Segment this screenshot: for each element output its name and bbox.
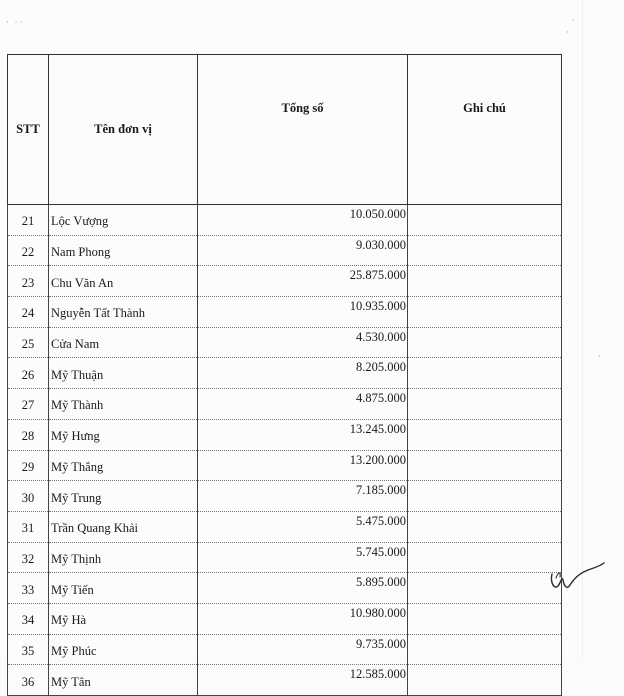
table-row: [8, 297, 562, 328]
row-total-cell: 13.200.000: [198, 450, 408, 481]
row-unit-name-cell: Nam Phong: [49, 235, 198, 266]
row-total-cell: 5.745.000: [198, 542, 408, 573]
scan-speck: · · ·: [6, 18, 24, 28]
row-unit-name-cell: Nguyễn Tất Thành: [49, 297, 198, 328]
row-stt-cell: 28: [8, 419, 49, 450]
row-stt-cell: 33: [8, 573, 49, 604]
row-total-cell: 12.585.000: [198, 665, 408, 696]
row-stt-cell: 27: [8, 389, 49, 420]
table-row: [8, 235, 562, 266]
row-note-cell: [408, 573, 562, 604]
row-note-cell: [408, 358, 562, 389]
row-total-cell: 9.030.000: [198, 235, 408, 266]
row-unit-name-cell: Mỹ Thắng: [49, 450, 198, 481]
row-total-cell: 7.185.000: [198, 481, 408, 512]
table-row: [8, 481, 562, 512]
row-total-cell: 8.205.000: [198, 358, 408, 389]
row-stt-cell: 24: [8, 297, 49, 328]
row-total-cell: 10.935.000: [198, 297, 408, 328]
scan-speck: ·: [566, 28, 569, 38]
row-unit-name-cell: Lộc Vượng: [49, 205, 198, 236]
table-row: [8, 573, 562, 604]
row-note-cell: [408, 235, 562, 266]
row-note-cell: [408, 205, 562, 236]
row-total-cell: 10.980.000: [198, 603, 408, 634]
table-row: [8, 358, 562, 389]
table-header-row: [8, 55, 562, 205]
table-body: [8, 205, 562, 696]
row-unit-name-cell: Trần Quang Khải: [49, 511, 198, 542]
row-note-cell: [408, 481, 562, 512]
row-note-cell: [408, 419, 562, 450]
table-row: [8, 419, 562, 450]
row-total-cell: 4.530.000: [198, 327, 408, 358]
header-stt: STT: [8, 55, 49, 205]
row-note-cell: [408, 297, 562, 328]
row-note-cell: [408, 665, 562, 696]
row-unit-name-cell: Mỹ Thịnh: [49, 542, 198, 573]
row-unit-name-cell: Cửa Nam: [49, 327, 198, 358]
scan-margin-line: [582, 0, 583, 657]
row-total-cell: 5.475.000: [198, 511, 408, 542]
table-row: [8, 665, 562, 696]
table-row: [8, 542, 562, 573]
row-note-cell: [408, 450, 562, 481]
table-row: [8, 389, 562, 420]
row-stt-cell: 26: [8, 358, 49, 389]
header-unit-name: Tên đơn vị: [49, 55, 198, 205]
row-stt-cell: 31: [8, 511, 49, 542]
row-stt-cell: 34: [8, 603, 49, 634]
row-unit-name-cell: Mỹ Tiến: [49, 573, 198, 604]
row-note-cell: [408, 634, 562, 665]
row-stt-cell: 35: [8, 634, 49, 665]
table-row: [8, 205, 562, 236]
row-unit-name-cell: Mỹ Tân: [49, 665, 198, 696]
row-unit-name-cell: Mỹ Trung: [49, 481, 198, 512]
scan-speck: ·: [572, 16, 575, 26]
row-stt-cell: 36: [8, 665, 49, 696]
row-unit-name-cell: Mỹ Phúc: [49, 634, 198, 665]
row-total-cell: 9.735.000: [198, 634, 408, 665]
scan-speck: ·: [598, 352, 601, 362]
row-total-cell: 25.875.000: [198, 266, 408, 297]
row-total-cell: 4.875.000: [198, 389, 408, 420]
row-note-cell: [408, 389, 562, 420]
row-stt-cell: 22: [8, 235, 49, 266]
signature-mark: [548, 560, 608, 600]
table-row: [8, 511, 562, 542]
row-note-cell: [408, 542, 562, 573]
row-note-cell: [408, 603, 562, 634]
header-total: Tổng số: [198, 55, 408, 205]
row-stt-cell: 21: [8, 205, 49, 236]
row-note-cell: [408, 266, 562, 297]
row-total-cell: 13.245.000: [198, 419, 408, 450]
row-unit-name-cell: Mỹ Hưng: [49, 419, 198, 450]
row-stt-cell: 30: [8, 481, 49, 512]
row-note-cell: [408, 327, 562, 358]
row-note-cell: [408, 511, 562, 542]
table-row: [8, 327, 562, 358]
row-unit-name-cell: Mỹ Thành: [49, 389, 198, 420]
table-row: [8, 603, 562, 634]
unit-totals-table: [7, 54, 562, 696]
table-row: [8, 450, 562, 481]
row-stt-cell: 25: [8, 327, 49, 358]
header-note: Ghi chú: [408, 55, 562, 205]
row-stt-cell: 29: [8, 450, 49, 481]
row-unit-name-cell: Mỹ Thuận: [49, 358, 198, 389]
row-unit-name-cell: Chu Văn An: [49, 266, 198, 297]
table-row: [8, 266, 562, 297]
row-stt-cell: 23: [8, 266, 49, 297]
row-stt-cell: 32: [8, 542, 49, 573]
row-total-cell: 5.895.000: [198, 573, 408, 604]
row-unit-name-cell: Mỹ Hà: [49, 603, 198, 634]
row-total-cell: 10.050.000: [198, 205, 408, 236]
table-row: [8, 634, 562, 665]
